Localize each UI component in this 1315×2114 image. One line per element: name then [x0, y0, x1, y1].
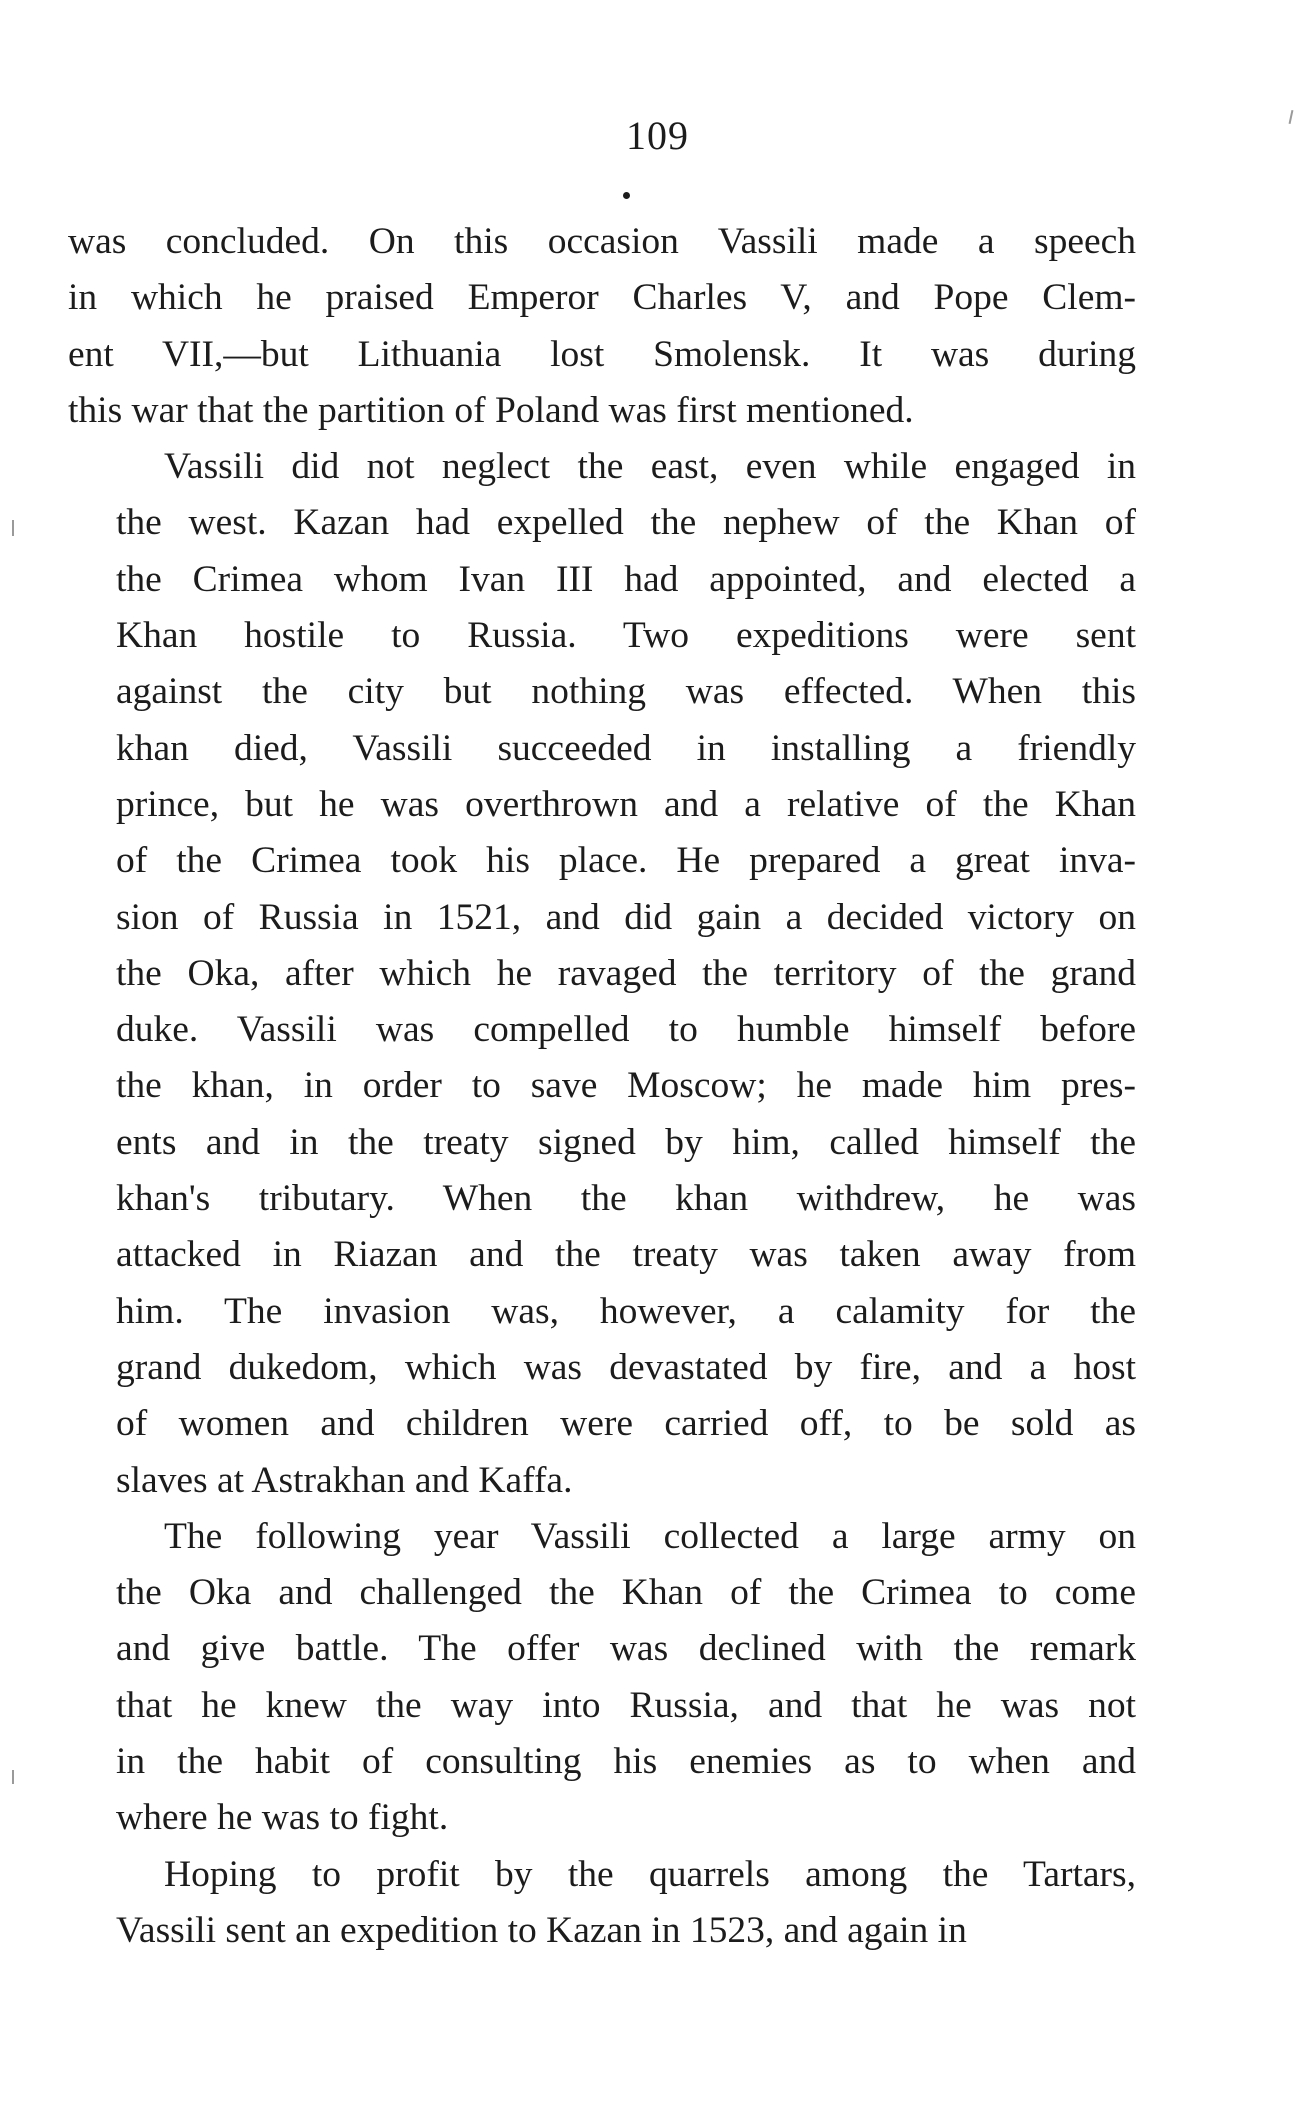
text-line: Khan hostile to Russia. Two expeditions were sent	[116, 615, 1136, 657]
paragraph	[68, 1847, 1136, 1960]
text-line: sion of Russia in 1521, and did gain a decided victory on	[116, 896, 1136, 938]
text-line: khan died, Vassili succeeded in installing a friendly	[116, 727, 1136, 769]
text-line: the khan, in order to save Moscow; he made him pres-	[116, 1065, 1136, 1107]
text-line: the Oka and challenged the Khan of the Crimea to come	[116, 1572, 1136, 1614]
text-line: was concluded. On this occasion Vassili made a speech	[68, 221, 1136, 262]
text-line: duke. Vassili was compelled to humble himself before	[116, 1009, 1136, 1051]
text-line: ent VII,—but Lithuania lost Smolensk. It was during	[68, 333, 1136, 375]
scan-mark	[12, 1770, 14, 1784]
text-line: the west. Kazan had expelled the nephew of the Khan of	[116, 502, 1136, 544]
text-line: slaves at Astrakhan and Kaffa.	[116, 1459, 573, 1501]
text-line: this war that the partition of Poland was first mentioned.	[68, 389, 914, 431]
text-line: him. The invasion was, however, a calamity for the	[116, 1290, 1136, 1332]
text-line: khan's tributary. When the khan withdrew, he was	[116, 1178, 1136, 1220]
text-line: in which he praised Emperor Charles V, and Pope Clem-	[68, 277, 1136, 319]
text-line: the Crimea whom Ivan III had appointed, and elected a	[116, 558, 1136, 600]
text-line: of the Crimea took his place. He prepared a great inva-	[116, 840, 1136, 882]
text-line: The following year Vassili collected a large army on	[164, 1515, 1136, 1557]
text-line: grand dukedom, which was devastated by fire, and a host	[116, 1346, 1136, 1388]
scan-mark	[12, 520, 14, 536]
text-line: prince, but he was overthrown and a relative of the Khan	[116, 783, 1136, 825]
ink-speck	[623, 192, 630, 199]
body-text	[68, 214, 1136, 1959]
text-line: that he knew the way into Russia, and that he was not	[116, 1684, 1136, 1726]
text-line: the Oka, after which he ravaged the territory of the grand	[116, 952, 1136, 994]
text-line: attacked in Riazan and the treaty was taken away from	[116, 1234, 1136, 1276]
text-line: where he was to fight.	[116, 1797, 449, 1839]
page-number: 109	[626, 113, 689, 158]
text-line: ents and in the treaty signed by him, called himself the	[116, 1121, 1136, 1163]
text-line: Vassili sent an expedition to Kazan in 1523, and again in	[116, 1909, 967, 1951]
paragraph	[68, 439, 1136, 1509]
paragraph	[68, 1509, 1136, 1847]
text-line: and give battle. The offer was declined with the remark	[116, 1628, 1136, 1670]
text-line: Hoping to profit by the quarrels among the Tartars,	[164, 1853, 1136, 1895]
text-line: against the city but nothing was effected. When this	[116, 671, 1136, 713]
text-line: Vassili did not neglect the east, even while engaged in	[164, 446, 1136, 488]
text-line: of women and children were carried off, to be sold as	[116, 1403, 1136, 1445]
text-line: in the habit of consulting his enemies as to when and	[116, 1741, 1136, 1783]
paragraph	[68, 214, 1136, 439]
